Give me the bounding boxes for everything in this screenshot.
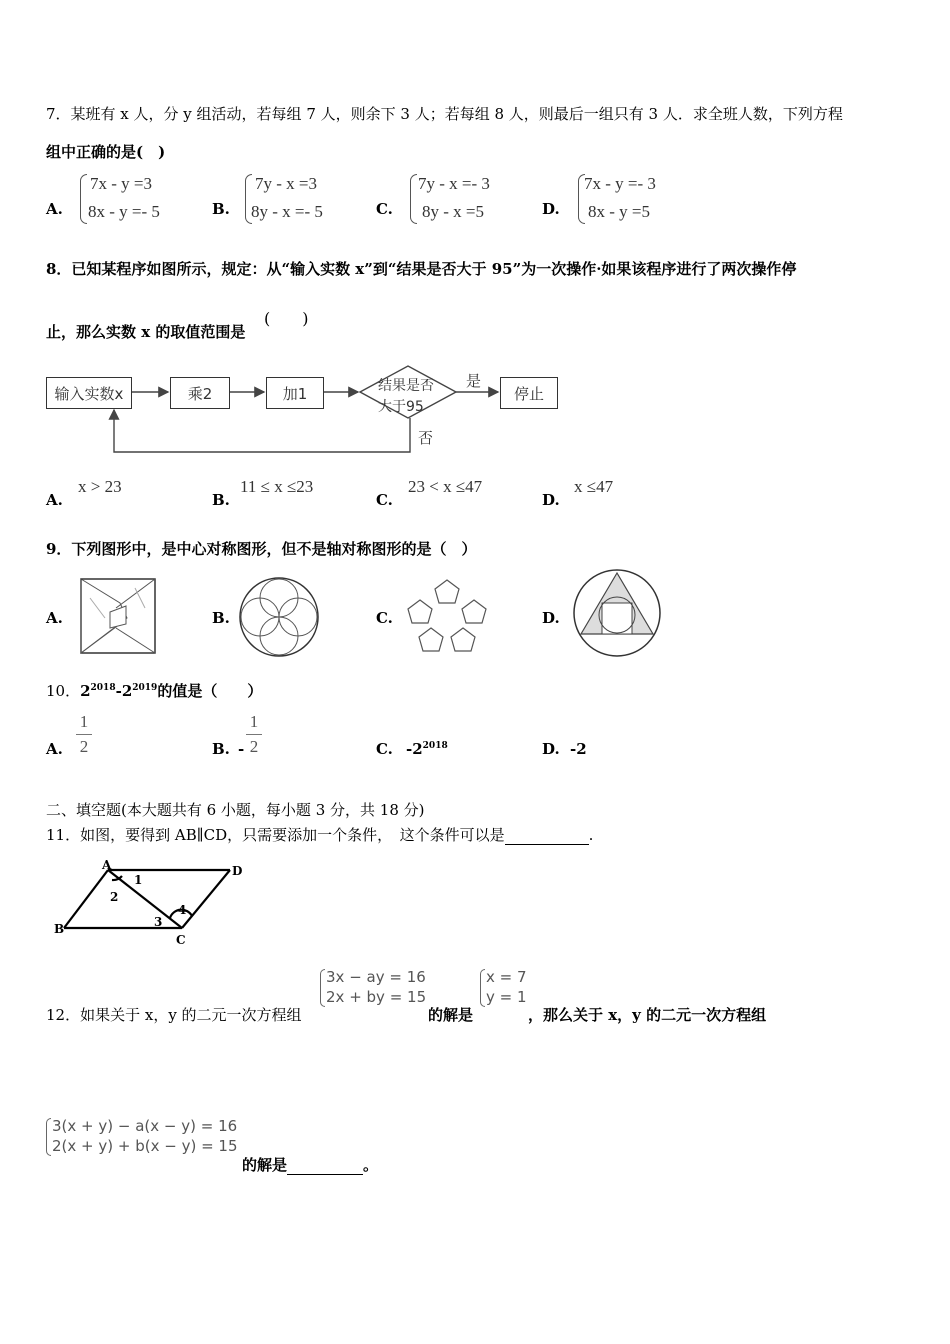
loop-arrow: [114, 410, 410, 452]
equation: 7x - y =3: [90, 174, 152, 193]
option-label: A.: [46, 491, 63, 509]
option-value: 23 < x ≤47: [408, 477, 483, 496]
q7-stem-line2: 组中正确的是( ): [46, 143, 166, 161]
flow-condition-line2: 大于95: [378, 399, 424, 415]
q7-stem-line1: [46, 103, 843, 124]
circle-triangle-square-figure: [572, 568, 662, 658]
text: 12．如果关于 x，y 的二元一次方程组: [46, 1006, 302, 1024]
point-c-label: C: [176, 933, 186, 947]
q12-system-2: [46, 1116, 246, 1158]
q12-text-c: ，那么关于 x，y 的二元一次方程组: [528, 1006, 767, 1024]
q11-parallelogram-figure: [50, 858, 250, 948]
base: -2: [115, 682, 133, 700]
five-pentagons-figure: [404, 576, 490, 656]
brace: [410, 174, 417, 224]
q12-text-a: [46, 1004, 302, 1025]
equation: 8y - x =- 5: [251, 202, 323, 221]
q12-end: 。: [363, 1156, 379, 1174]
value-text: -2: [406, 740, 423, 758]
option-value: -2: [570, 740, 587, 758]
base: 2: [80, 682, 91, 700]
q11-text: 11．如图，要得到 AB∥CD，只需要添加一个条件， 这个条件可以是: [46, 826, 505, 844]
point-a-label: A: [102, 858, 112, 872]
option-label: B.: [212, 200, 230, 218]
option-value: [406, 740, 448, 758]
circle-flower-figure: [238, 576, 320, 658]
equation: 8x - y =- 5: [88, 202, 160, 221]
equation: 8y - x =5: [422, 202, 484, 221]
option-label: D.: [542, 200, 560, 218]
q11-end: .: [588, 826, 594, 844]
flow-no-label: 否: [418, 429, 434, 447]
flow-multiply-box: 乘2: [170, 377, 230, 409]
answer-blank[interactable]: [505, 826, 589, 845]
brace: [80, 174, 87, 224]
q7-text: 7．某班有 x 人，分 y 组活动，若每组 7 人，则余下 3 人；若每组 8 人，则最后一组只有 3 人．求全班人数，下列方程: [46, 105, 843, 123]
square-pinwheel-figure: [80, 578, 156, 654]
sign: -: [238, 740, 245, 758]
option-label: D.: [542, 491, 560, 509]
equation: 7y - x =- 3: [418, 174, 490, 193]
fraction: [76, 712, 92, 757]
angle-4-label: 4: [178, 903, 187, 917]
option-label: B.: [212, 609, 230, 627]
option-value: x > 23: [78, 477, 122, 496]
q8-answer-paren: ( ): [264, 309, 309, 328]
option-value: 11 ≤ x ≤23: [240, 477, 314, 496]
option-label: A.: [46, 740, 63, 758]
equation: y = 1: [486, 988, 527, 1006]
numerator: 1: [79, 712, 89, 731]
option-value: x ≤47: [574, 477, 614, 496]
flow-stop-box: 停止: [500, 377, 558, 409]
point-b-label: B: [54, 922, 65, 936]
option-label: C.: [376, 740, 393, 758]
brace: [320, 969, 325, 1007]
text: 的解是: [242, 1156, 288, 1174]
exponent: 2018: [422, 741, 448, 751]
point-d-label: D: [232, 864, 243, 878]
equation: x = 7: [486, 968, 527, 986]
fraction: [246, 712, 262, 757]
equation: 2x + by = 15: [326, 988, 427, 1006]
option-label: C.: [376, 200, 393, 218]
angle-2-label: 2: [110, 890, 119, 904]
equation: 8x - y =5: [588, 202, 650, 221]
denominator: 2: [249, 737, 259, 756]
brace: [46, 1118, 51, 1156]
flow-condition-line1: 结果是否: [378, 378, 434, 394]
q11-stem: [46, 824, 593, 845]
q12-solution: [480, 967, 540, 1009]
equation: 3(x + y) − a(x − y) = 16: [52, 1117, 238, 1135]
option-label: C.: [376, 609, 393, 627]
option-label: A.: [46, 609, 63, 627]
numerator: 1: [249, 712, 259, 731]
equation: 7x - y =- 3: [584, 174, 656, 193]
q8-stem-line2: 止，那么实数 x 的取值范围是: [46, 323, 246, 341]
option-label: A.: [46, 200, 63, 218]
option-label: C.: [376, 491, 393, 509]
q12-text-d: [242, 1154, 378, 1175]
option-label: D.: [542, 740, 560, 758]
denominator: 2: [79, 737, 89, 756]
exponent: 2018: [90, 683, 116, 693]
option-label: B.: [212, 491, 230, 509]
equation: 2(x + y) + b(x − y) = 15: [52, 1137, 238, 1155]
q12-text-b: 的解是: [428, 1006, 474, 1024]
section-heading: 二、填空题(本大题共有 6 小题，每小题 3 分，共 18 分): [46, 801, 425, 819]
flow-add-box: 加1: [266, 377, 324, 409]
q10-stem: [46, 680, 262, 701]
equation: 7y - x =3: [255, 174, 317, 193]
option-label: B.: [212, 740, 230, 758]
exponent: 2019: [132, 683, 158, 693]
q12-system-1: [320, 967, 430, 1009]
q10-tail: 的值是（ ）: [157, 682, 263, 700]
option-label: D.: [542, 609, 560, 627]
q8-stem-line1: 8．已知某程序如图所示，规定：从“输入实数 x”到“结果是否大于 95”为一次操作·如果该程序进行了两次操作停: [46, 260, 797, 278]
angle-3-label: 3: [154, 915, 163, 929]
equation: 3x − ay = 16: [326, 968, 426, 986]
flow-yes-label: 是: [466, 372, 482, 390]
flow-input-box: 输入实数x: [46, 377, 132, 409]
q10-number: 10．: [46, 682, 81, 700]
angle-1-label: 1: [134, 873, 143, 887]
answer-blank[interactable]: [287, 1156, 363, 1175]
q9-stem: 9．下列图形中，是中心对称图形，但不是轴对称图形的是（ ）: [46, 540, 477, 558]
flowchart-arrows: [40, 360, 570, 460]
brace: [480, 969, 485, 1007]
